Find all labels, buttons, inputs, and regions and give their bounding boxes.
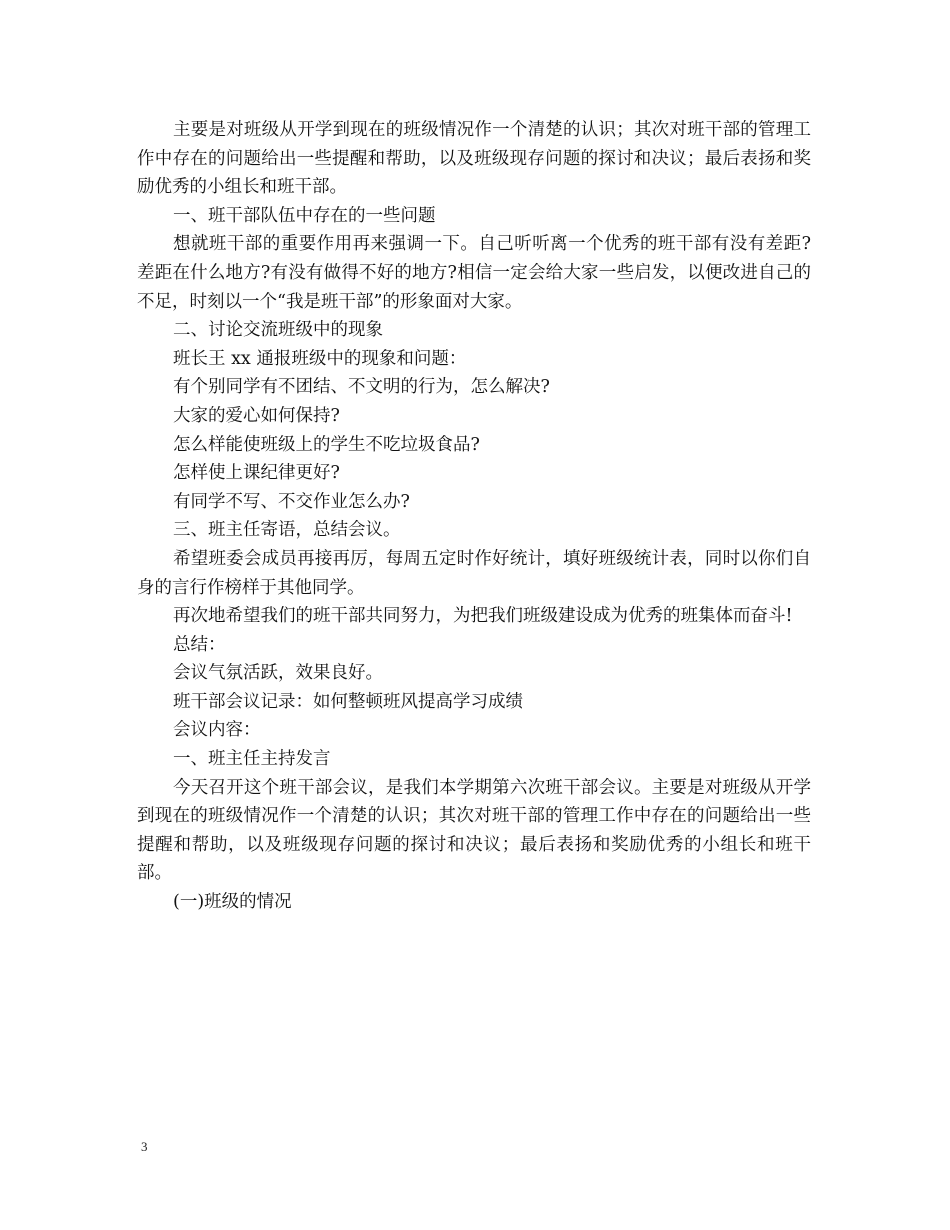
content-label: 会议内容：: [173, 720, 261, 741]
page-number: 3: [141, 1139, 148, 1154]
summary-label: 总结：: [173, 634, 226, 655]
paragraph: 想就班干部的重要作用再来强调一下。自己听听离一个优秀的班干部有没有差距?差距在什么地方?有没有做得不好的地方?相信一定会给大家一些启发，以便改进自己的不足，时刻以一个“我是班干部”的形象面对大家。: [137, 234, 811, 312]
question-item: 怎样使上课纪律更好?: [173, 463, 340, 484]
question-item: 大家的爱心如何保持?: [173, 405, 340, 426]
document-body: [137, 116, 811, 917]
section-heading: 二、讨论交流班级中的现象: [173, 320, 383, 341]
question-item: 有个别同学有不团结、不文明的行为，怎么解决?: [173, 377, 550, 398]
question-item: 有同学不写、不交作业怎么办?: [173, 491, 410, 512]
paragraph: 今天召开这个班干部会议，是我们本学期第六次班干部会议。主要是对班级从开学到现在的班级情况作一个清楚的认识；其次对班干部的管理工作中存在的问题给出一些提醒和帮助，以及班级现存问题的探讨和决议；最后表扬和奖励优秀的小组长和班干部。: [137, 777, 811, 884]
record-title: 班干部会议记录：如何整顿班风提高学习成绩: [173, 691, 523, 712]
paragraph: 会议气氛活跃，效果良好。: [173, 663, 383, 684]
section-heading: 三、班主任寄语，总结会议。: [173, 520, 401, 541]
question-item: 怎么样能使班级上的学生不吃垃圾食品?: [173, 434, 480, 455]
section-heading: 一、班干部队伍中存在的一些问题: [173, 205, 436, 226]
section-heading: 一、班主任主持发言: [173, 749, 331, 770]
paragraph: 班长王 xx 通报班级中的现象和问题：: [173, 348, 467, 369]
paragraph: 再次地希望我们的班干部共同努力，为把我们班级建设成为优秀的班集体而奋斗!: [173, 606, 793, 627]
paragraph: 主要是对班级从开学到现在的班级情况作一个清楚的认识；其次对班干部的管理工作中存在的问题给出一些提醒和帮助，以及班级现存问题的探讨和决议；最后表扬和奖励优秀的小组长和班干部。: [137, 120, 811, 198]
paragraph: 希望班委会成员再接再厉，每周五定时作好统计，填好班级统计表，同时以你们自身的言行作榜样于其他同学。: [137, 548, 811, 598]
subsection-heading: (一)班级的情况: [173, 892, 292, 913]
